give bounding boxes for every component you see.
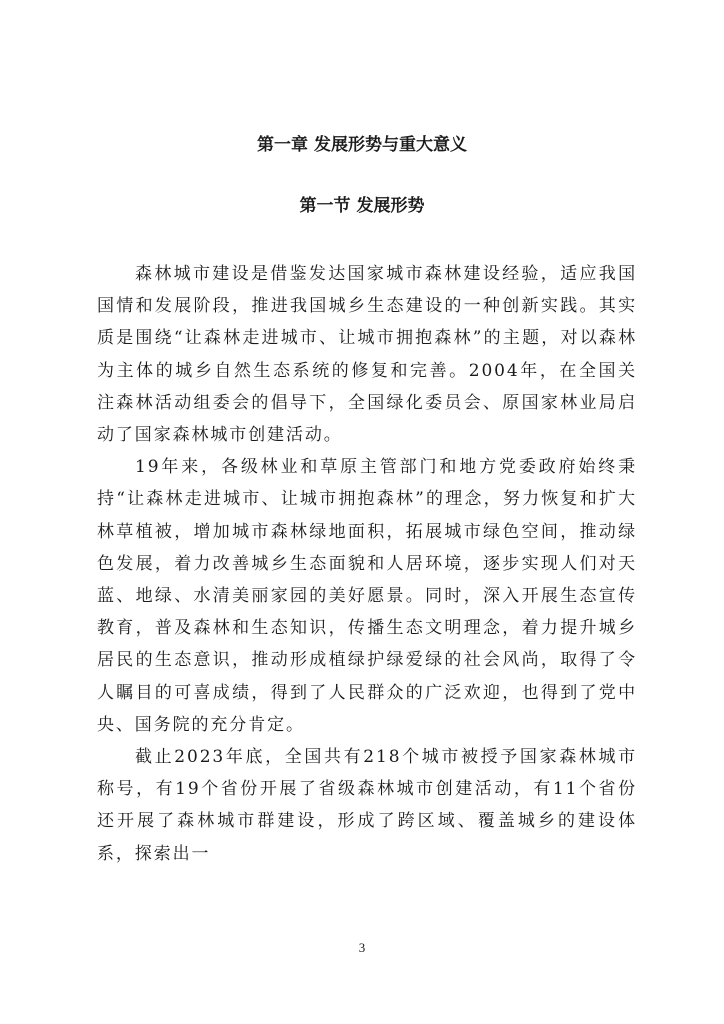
section-title: 第一节 发展形势 [299,196,425,216]
page-number: 3 [358,940,366,955]
paragraph: 19年来，各级林业和草原主管部门和地方党委政府始终秉持“让森林走进城市、让城市拥抱森林”的理念，努力恢复和扩大林草植被，增加城市森林绿地面积，拓展城市绿色空间，推动绿色发展，着力改善城乡生态面貌和人居环境，逐步实现人们对天蓝、地绿、水清美丽家园的美好愿景。同时，深入开展生态宣传教育，普及森林和生态知识，传播生态文明理念，着力提升城乡居民的生态意识，推动形成植绿护绿爱绿的社会风尚，取得了令人瞩目的可喜成绩，得到了人民群众的广泛欢迎，也得到了党中央、国务院的充分肯定。 [97,457,637,735]
chapter-title: 第一章 发展形势与重大意义 [257,135,467,155]
paragraph: 森林城市建设是借鉴发达国家城市森林建设经验，适应我国国情和发展阶段，推进我国城乡生态建设的一种创新实践。其实质是围绕“让森林走进城市、让城市拥抱森林”的主题，对以森林为主体的城乡自然生态系统的修复和完善。2004年，在全国关注森林活动组委会的倡导下，全国绿化委员会、原国家林业局启动了国家森林城市创建活动。 [97,264,637,446]
paragraph: 截止2023年底，全国共有218个城市被授予国家森林城市称号，有19个省份开展了省级森林城市创建活动，有11个省份还开展了森林城市群建设，形成了跨区域、覆盖城乡的建设体系，探索出一 [97,747,637,864]
body-text [97,258,637,870]
